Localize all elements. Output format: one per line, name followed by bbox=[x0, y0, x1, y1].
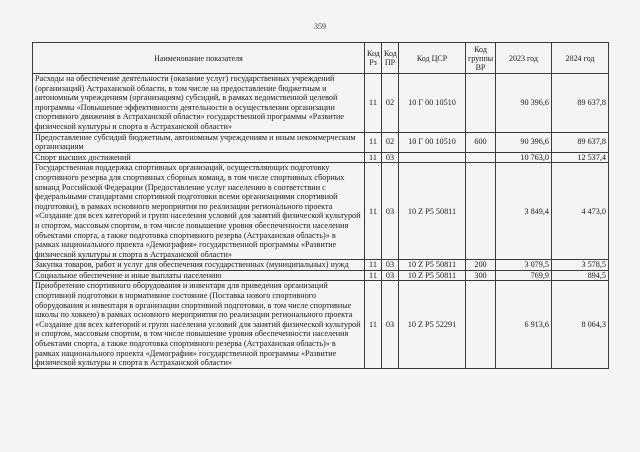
row-csr: 10 Z P5 50811 bbox=[399, 270, 466, 281]
table-row bbox=[33, 270, 609, 281]
table-header-row bbox=[33, 43, 609, 74]
row-2024: 89 637,8 bbox=[552, 132, 609, 152]
row-rz: 11 bbox=[365, 281, 382, 368]
table-row bbox=[33, 163, 609, 260]
header-name: Наименование показателя bbox=[33, 43, 365, 74]
row-rz: 11 bbox=[365, 270, 382, 281]
row-vr: 600 bbox=[466, 132, 496, 152]
row-csr: 10 Z P5 52291 bbox=[399, 281, 466, 368]
row-csr: 10 Z P5 50811 bbox=[399, 260, 466, 271]
row-name: Расходы на обеспечение деятельности (оказание услуг) государственных учреждений (организаций) Астраханской области, в том числе на предоставление бюджетным и автономным учреждениям (организациям) субсидий, в рамках ведомственной целевой программы «Повышение эффективности деятельности в осуществлении организации спортивного движения в Астраханской области» государственной программы «Развитие физической культуры и спорта в Астраханской области» bbox=[33, 74, 365, 133]
row-name: Социальное обеспечение и иные выплаты населению bbox=[33, 270, 365, 281]
row-name: Государственная поддержка спортивных организаций, осуществляющих подготовку спортивного резерва для спортивных сборных команд, в том числе спортивных сборных команд Российской Федерации (Предоставление услуг населению в соответствии с федеральными стандартами спортивной подготовки всеми организациями спортивной подготовки), в рамках основного мероприятия по реализации регионального проекта «Создание для всех категорий и групп населения условий для занятий физической культурой и спортом, массовым спортом, в том числе повышение уровня обеспеченности населения объектами спорта, а также подготовка спортивного резерва (Астраханская область)» в рамках национального проекта «Демография» государственной программы «Развитие физической культуры и спорта в Астраханской области» bbox=[33, 163, 365, 260]
row-pr: 03 bbox=[382, 281, 399, 368]
row-vr bbox=[466, 152, 496, 163]
row-2024: 12 537,4 bbox=[552, 152, 609, 163]
row-name: Спорт высших достижений bbox=[33, 152, 365, 163]
row-rz: 11 bbox=[365, 132, 382, 152]
row-2023: 6 913,6 bbox=[496, 281, 552, 368]
row-vr bbox=[466, 163, 496, 260]
row-rz: 11 bbox=[365, 152, 382, 163]
table-row bbox=[33, 132, 609, 152]
row-name: Закупка товаров, работ и услуг для обеспечения государственных (муниципальных) нужд bbox=[33, 260, 365, 271]
row-rz: 11 bbox=[365, 163, 382, 260]
row-pr: 03 bbox=[382, 270, 399, 281]
table-row bbox=[33, 281, 609, 368]
table-row bbox=[33, 74, 609, 133]
row-vr bbox=[466, 281, 496, 368]
row-vr: 300 bbox=[466, 270, 496, 281]
row-csr: 10 Г 00 10510 bbox=[399, 132, 466, 152]
row-2023: 90 396,6 bbox=[496, 74, 552, 133]
row-2024: 8 064,3 bbox=[552, 281, 609, 368]
table-row bbox=[33, 260, 609, 271]
row-rz: 11 bbox=[365, 260, 382, 271]
header-rz: Код Рз bbox=[365, 43, 382, 74]
row-2023: 10 763,0 bbox=[496, 152, 552, 163]
header-vr: Код группы ВР bbox=[466, 43, 496, 74]
row-2024: 3 578,5 bbox=[552, 260, 609, 271]
row-pr: 02 bbox=[382, 74, 399, 133]
row-pr: 03 bbox=[382, 260, 399, 271]
header-2024: 2024 год bbox=[552, 43, 609, 74]
page-number: 359 bbox=[314, 22, 326, 31]
header-2023: 2023 год bbox=[496, 43, 552, 74]
row-csr bbox=[399, 152, 466, 163]
row-pr: 03 bbox=[382, 152, 399, 163]
header-csr: Код ЦСР bbox=[399, 43, 466, 74]
row-csr: 10 Z P5 50811 bbox=[399, 163, 466, 260]
row-2023: 3 849,4 bbox=[496, 163, 552, 260]
row-name: Предоставление субсидий бюджетным, автономным учреждениям и иным некоммерческим организациям bbox=[33, 132, 365, 152]
row-2023: 90 396,6 bbox=[496, 132, 552, 152]
budget-table bbox=[32, 42, 609, 369]
row-2023: 3 079,5 bbox=[496, 260, 552, 271]
row-2024: 894,5 bbox=[552, 270, 609, 281]
row-pr: 03 bbox=[382, 163, 399, 260]
row-name: Приобретение спортивного оборудования и инвентаря для приведения организаций спортивной подготовки в нормативное состояние (Поставка нового спортивного оборудования и инвентаря в организации спортивной подготовки, в том числе спортивные школы по хоккею) в рамках основного мероприятия по реализации регионального проекта «Создание для всех категорий и групп населения условий для занятий физической культурой и спортом, массовым спортом, в том числе повышение уровня обеспеченности населения объектами спорта, а также подготовка спортивного резерва (Астраханская область)» в рамках национального проекта «Демография» государственной программы «Развитие физической культуры и спорта в Астраханской области» bbox=[33, 281, 365, 368]
header-pr: Код ПР bbox=[382, 43, 399, 74]
row-vr: 200 bbox=[466, 260, 496, 271]
row-csr: 10 Г 00 10510 bbox=[399, 74, 466, 133]
row-rz: 11 bbox=[365, 74, 382, 133]
table-row bbox=[33, 152, 609, 163]
row-pr: 02 bbox=[382, 132, 399, 152]
row-2023: 769,9 bbox=[496, 270, 552, 281]
row-2024: 89 637,8 bbox=[552, 74, 609, 133]
row-vr bbox=[466, 74, 496, 133]
row-2024: 4 473,0 bbox=[552, 163, 609, 260]
